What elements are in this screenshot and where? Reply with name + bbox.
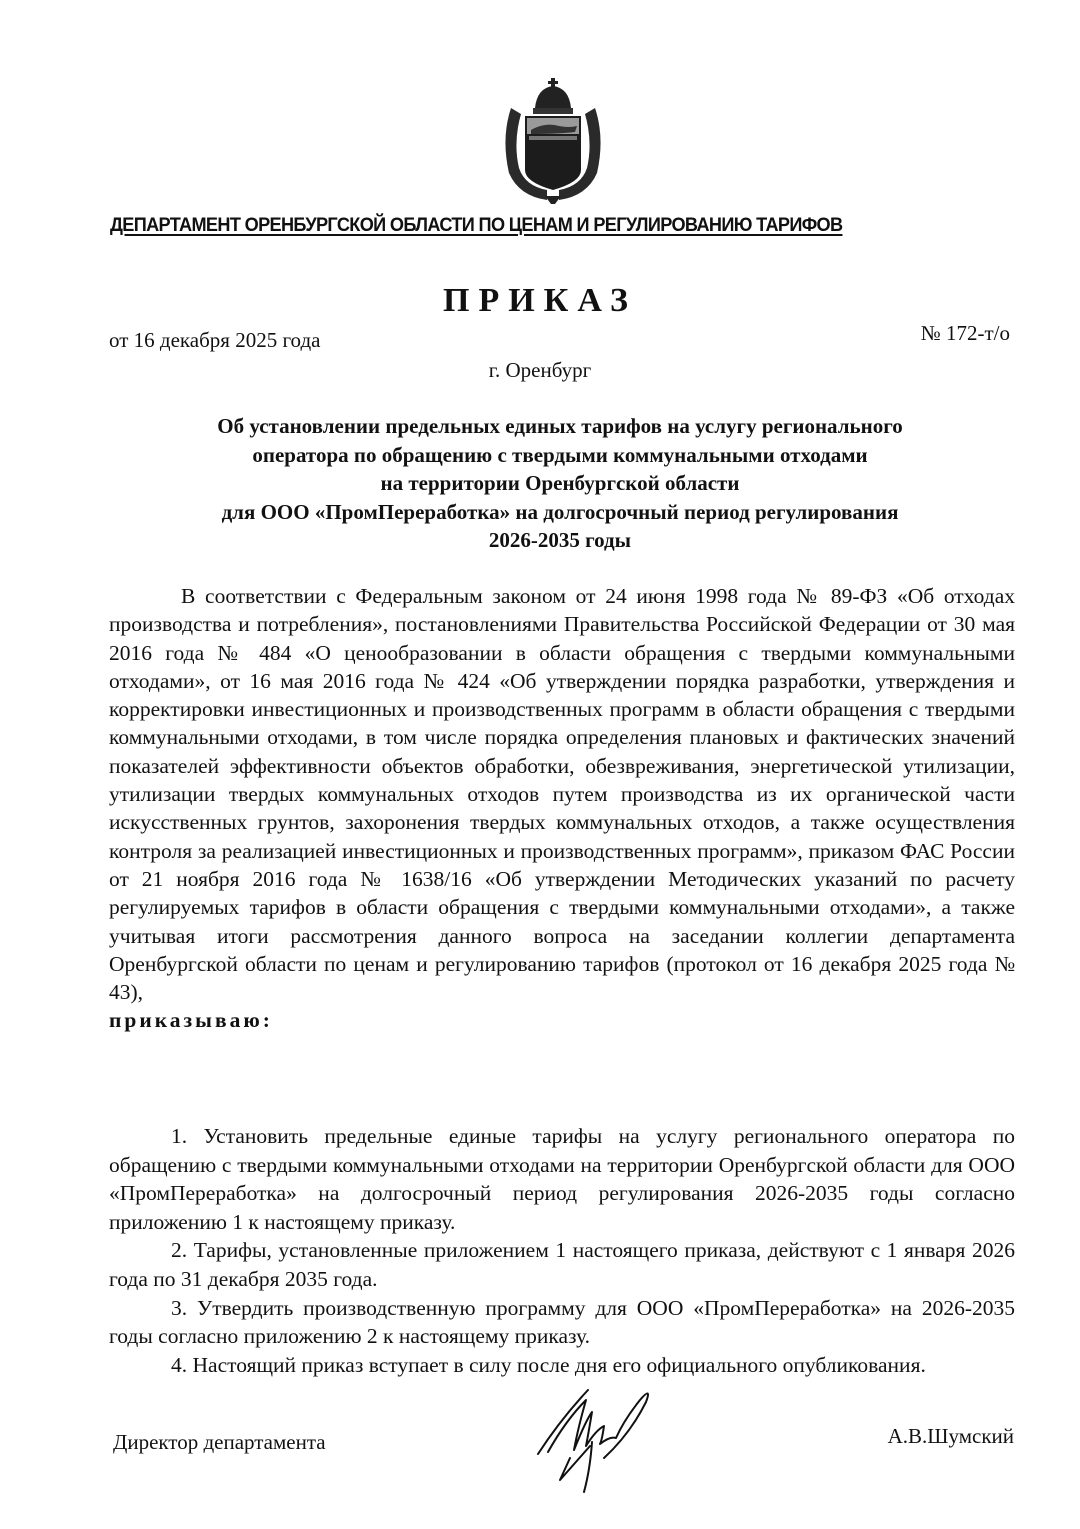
order-date: от 16 декабря 2025 года [109,328,321,352]
signatory-title: Директор департамента [113,1430,326,1454]
handwritten-signature [530,1380,680,1500]
order-item: 1. Установить предельные единые тарифы на услугу регионального оператора по обращению с твердыми коммунальными отходами на территории Оренбургской области для ООО «ПромПереработка» на долгосрочный период регулирования 2026-2035 годы согласно приложению 1 к настоящему приказу. [109,1124,1015,1234]
heading-line: 2026-2035 годы [488,528,632,552]
preamble-paragraph: В соответствии с Федеральным законом от 24 июня 1998 года № 89-ФЗ «Об отходах производства и потребления», постановлениями Правительства Российской Федерации от 30 мая 2016 года № 484 «О ценообразовании в области обращения с твердыми коммунальными отходами», от 16 мая 2016 года № 424 «Об утверждении порядка разработки, утверждения и корректировки инвестиционных и производственных программ в области обращения с твердыми коммунальными отходами, в том числе порядка определения плановых и фактических значений показателей эффективности объектов обработки, обезвреживания, энергетической утилизации, утилизации твердых коммунальных отходов путем производства из их органической части искусственных грунтов, захоронения твердых коммунальных отходов, а также осуществления контроля за реализацией инвестиционных и производственных программ», приказом ФАС России от 21 ноября 2016 года № 1638/16 «Об утверждении Методических указаний по расчету регулируемых тарифов в области обращения с твердыми коммунальными отходами», а также учитывая итоги рассмотрения данного вопроса на заседании коллегии департамента Оренбургской области по ценам и регулированию тарифов (протокол от 16 декабря 2025 года № 43), [109,584,1015,1005]
order-item: 3. Утвердить производственную программу для ООО «ПромПереработка» на 2026-2035 годы согласно приложению 2 к настоящему приказу. [109,1295,1015,1349]
order-items [109,1122,1015,1379]
order-item: 2. Тарифы, установленные приложением 1 настоящего приказа, действуют с 1 января 2026 года по 31 декабря 2035 года. [109,1238,1015,1291]
order-heading [100,412,1020,555]
order-item: 4. Настоящий приказ вступает в силу после дня его официального опубликования. [171,1352,926,1377]
heading-line: Об установлении предельных единых тарифов на услугу регионального [217,414,903,438]
order-directive-word: приказываю: [109,1008,273,1033]
signatory-name: А.В.Шумский [887,1424,1014,1448]
heading-line: на территории Оренбургской области [380,471,740,495]
document-type-title: ПРИКАЗ [443,282,637,319]
order-preamble-block [109,582,1015,1035]
heading-line: оператора по обращению с твердыми коммунальными отходами [252,442,868,467]
heading-line: для ООО «ПромПереработка» на долгосрочный период регулирования [221,499,899,524]
order-city: г. Оренбург [488,358,592,382]
order-number: № 172-т/о [920,321,1010,345]
department-name: ДЕПАРТАМЕНТ ОРЕНБУРГСКОЙ ОБЛАСТИ ПО ЦЕНАМ И РЕГУЛИРОВАНИЮ ТАРИФОВ [110,214,843,236]
coat-of-arms-emblem [497,78,609,206]
